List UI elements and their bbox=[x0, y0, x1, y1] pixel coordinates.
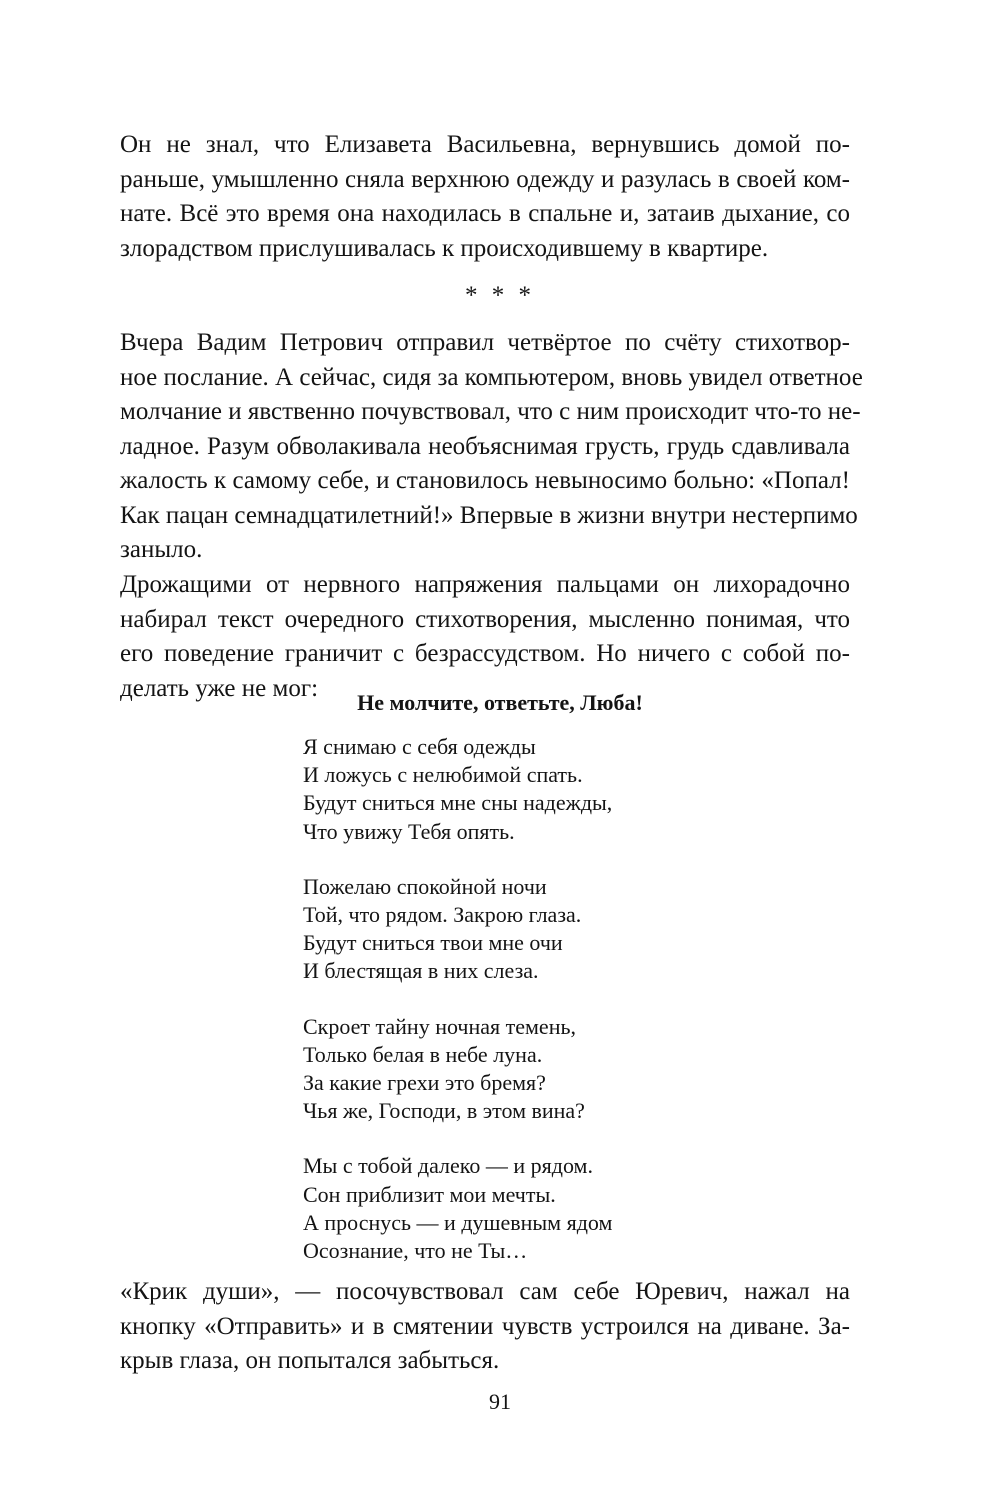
poem-verse: Мы с тобой далеко — и рядом. bbox=[303, 1153, 593, 1179]
paragraph-2-text bbox=[120, 326, 863, 568]
paragraph-1-line: злорадством прислушивалась к происходившему в квартире. bbox=[120, 234, 769, 262]
poem-stanza bbox=[303, 733, 612, 846]
poem-stanza bbox=[303, 873, 612, 986]
poem-verse: Будут сниться твои мне очи bbox=[303, 930, 563, 956]
paragraph-1-line: Он не знал, что Елизавета Васильевна, вернувшись домой по- bbox=[120, 131, 850, 158]
poem-verse: Той, что рядом. Закрою глаза. bbox=[303, 902, 582, 928]
paragraph-2-line: Как пацан семнадцатилетний!» Впервые в жизни внутри нестерпимо bbox=[120, 501, 858, 529]
poem-verse: Только белая в небе луна. bbox=[303, 1041, 543, 1067]
poem bbox=[303, 733, 612, 1292]
section-break: * * * bbox=[465, 282, 535, 309]
poem-verse: Сон приблизит мои мечты. bbox=[303, 1181, 556, 1207]
poem-stanza bbox=[303, 1152, 612, 1265]
poem-verse: Что увижу Тебя опять. bbox=[303, 818, 515, 844]
paragraph-3-line: набирал текст очередного стихотворения, мысленно понимая, что bbox=[120, 605, 850, 633]
poem-verse: Пожелаю спокойной ночи bbox=[303, 873, 547, 899]
paragraph-1-line: раньше, умышленно сняла верхнюю одежду и разулась в своей ком- bbox=[120, 165, 850, 193]
poem-verse: А проснусь — и душевным ядом bbox=[303, 1209, 613, 1235]
paragraph-4-text bbox=[120, 1275, 850, 1379]
page-number: 91 bbox=[489, 1389, 511, 1414]
poem-verse: И ложусь с нелюбимой спать. bbox=[303, 762, 583, 788]
poem-verse: Осознание, что не Ты… bbox=[303, 1238, 528, 1264]
paragraph-3-text bbox=[120, 568, 850, 706]
paragraph-2-line: Вчера Вадим Петрович отправил четвёртое по счёту стихотвор- bbox=[120, 329, 850, 356]
paragraph-3 bbox=[120, 568, 850, 706]
paragraph-2-line: ное послание. А сейчас, сидя за компьютером, вновь увидел ответное bbox=[120, 363, 863, 391]
poem-verse: Скроет тайну ночная темень, bbox=[303, 1013, 577, 1039]
paragraph-3-line: Дрожащими от нервного напряжения пальцами он лихорадочно bbox=[120, 571, 850, 598]
poem-title: Не молчите, ответьте, Люба! bbox=[357, 690, 643, 715]
paragraph-4 bbox=[120, 1275, 850, 1379]
paragraph-2 bbox=[120, 326, 863, 568]
paragraph-1 bbox=[120, 128, 850, 266]
paragraph-1-text bbox=[120, 128, 850, 266]
paragraph-2-line: жалость к самому себе, и становилось невыносимо больно: «Попал! bbox=[120, 467, 850, 494]
paragraph-3-line: делать уже не мог: bbox=[120, 674, 319, 702]
poem-verse: Будут сниться мне сны надежды, bbox=[303, 790, 613, 816]
poem-verse: Я снимаю с себя одежды bbox=[303, 734, 536, 759]
paragraph-2-line: молчание и явственно почувствовал, что с ним происходит что-то не- bbox=[120, 398, 861, 425]
poem-verse: Чья же, Господи, в этом вина? bbox=[303, 1098, 585, 1124]
paragraph-4-line: кнопку «Отправить» и в смятении чувств устроился на диване. За- bbox=[120, 1312, 850, 1340]
paragraph-3-line: его поведение граничит с безрассудством. Но ничего с собой по- bbox=[120, 640, 850, 667]
poem-stanza bbox=[303, 1013, 612, 1126]
paragraph-1-line: нате. Всё это время она находилась в спальне и, затаив дыхание, со bbox=[120, 200, 850, 227]
poem-verse: И блестящая в них слеза. bbox=[303, 958, 539, 984]
poem-verse: За какие грехи это бремя? bbox=[303, 1070, 546, 1096]
paragraph-4-line: «Крик души», — посочувствовал сам себе Юревич, нажал на bbox=[120, 1278, 850, 1305]
paragraph-4-line: крыв глаза, он попытался забыться. bbox=[120, 1347, 500, 1374]
paragraph-2-line: заныло. bbox=[120, 536, 203, 563]
paragraph-2-line: ладное. Разум обволакивала необъяснимая грусть, грудь сдавливала bbox=[120, 432, 850, 460]
